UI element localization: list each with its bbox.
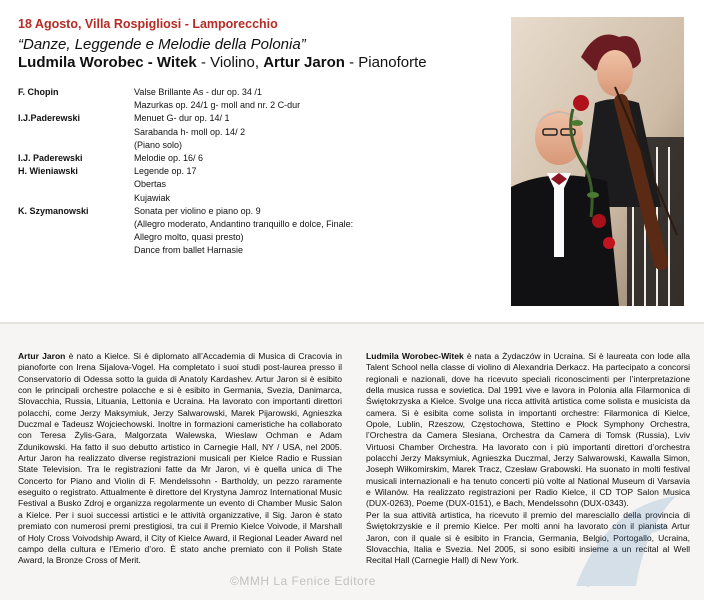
performer1-role: - Violino, bbox=[196, 54, 264, 71]
composer: F. Chopin bbox=[18, 87, 59, 97]
performers-line bbox=[18, 54, 427, 71]
program-row bbox=[18, 152, 478, 165]
composer: K. Szymanowski bbox=[18, 205, 89, 216]
composer: I.J. Paderewski bbox=[18, 153, 83, 164]
work: Valse Brillante As - dur op. 34 /1 bbox=[134, 87, 262, 97]
composer bbox=[18, 178, 134, 191]
program-row bbox=[18, 231, 478, 244]
program-row bbox=[18, 165, 478, 178]
date-place: 18 Agosto, Villa Rospigliosi - Lamporecchio bbox=[18, 17, 278, 31]
work: Menuet G- dur op. 14/ 1 bbox=[134, 113, 230, 124]
composer: I.J.Paderewski bbox=[18, 113, 81, 124]
program-row bbox=[18, 192, 478, 205]
bio-jaron-name: Artur Jaron bbox=[18, 351, 66, 361]
concert-subtitle: “Danze, Leggende e Melodie della Polonia” bbox=[18, 36, 306, 53]
work: Sonata per violino e piano op. 9 bbox=[134, 205, 261, 216]
composer: H. Wieniawski bbox=[18, 166, 78, 177]
composer bbox=[18, 139, 134, 152]
work: Melodie op. 16/ 6 bbox=[134, 153, 204, 164]
bio-worobec-text: è nata a Żydaczów in Ucraina. Si è laureata con lode alla Talent School nella classe di violino di Alexandria Derkacz. Ha partecipato a concorsi regionali e nazionali, dove ha ricevuto speciali riconoscimenti per l’interpretazione della musica russa e sovietica. Dal 1991 vive e lavora in Polonia alla Filarmonica di Świętokrzyska a Kielce. Svolge una ricca attività artistica come solista e musicista da camera. Si è esibita come solista in importanti orchestre: Filarmonica di Kielce, Opole, Lublin, Rzeszow, Częstochowa, Stettino e Płock Symphony Orchestra, l’Orchestra da Camera Slesiana, Orchestra da Camera di Tomsk (Russia), Lviv Virtuosi Chamber Orchestra. Ha lavorato con i più importanti direttori d’orchestra polacchi Jerzy Maksymiuk, Agnieszka Duczmal, Jerzy Salwarowski, Kawalla Simon, Joseph Wiłkomirskim, Marek Tracz, Czesław Grabowski. Ha suonato in molti festival musicali internazionali e ha tenuto concerti più volte al National Museum di Varsavia e Wilanów. Ha realizzato registrazioni per Radio Kielce, il CD TOP Salon Musica (DUX-0263), Poeme (DUX-0151), e Bach, Mendelssohn (DUX-0343). bbox=[366, 351, 690, 509]
duo-portrait-photo bbox=[511, 17, 684, 306]
program-row bbox=[18, 139, 478, 152]
bio-worobec-name: Ludmila Worobec-Witek bbox=[366, 351, 464, 361]
program-row bbox=[18, 244, 478, 257]
program-row bbox=[18, 99, 478, 112]
work: Dance from ballet Harnasie bbox=[134, 245, 244, 256]
work: Legende op. 17 bbox=[134, 166, 197, 177]
composer bbox=[18, 218, 134, 231]
program-row bbox=[18, 218, 478, 231]
work: Sarabanda h- moll op. 14/ 2 bbox=[134, 126, 246, 137]
performer1-name: Ludmila Worobec - Witek bbox=[18, 54, 197, 71]
program-row bbox=[18, 178, 478, 191]
performer2-role: - Pianoforte bbox=[344, 54, 427, 71]
work: Allegro molto, quasi presto) bbox=[134, 232, 244, 243]
composer bbox=[18, 231, 134, 244]
bio-worobec-paragraph-2: Per la sua attività artistica, ha ricevuto il premio del maresciallo della provincia di Świętokrzyskie e il premio Kielce. Per molti anni ha lavorato con il pianista Artur Jaron, con il quale si è esibito in Francia, Germania, Belgio, Portogallo, Ucraina, Slovacchia, Italia e Svezia. Nel 2005, si sono esibiti insieme a un recital al Well Recital Hall (Carnegie Hall) di New York. bbox=[366, 509, 690, 566]
program-row bbox=[18, 126, 478, 139]
work: Kujawiak bbox=[134, 192, 171, 203]
composer bbox=[18, 244, 134, 257]
bio-jaron-text: è nato a Kielce. Si è diplomato all’Accademia di Musica di Cracovia in pianoforte con Irena Sijalova-Vogel. Ha completato i suoi studi post-laurea presso il Conservatorio di Odessa sotto la guida di Anatoly Kardashev. Artur Jaron si è esibito con le principali orchestre polacche e si è esibito in Germania, Svezia, Danimarca, Slovacchia, Russia, Lituania, Lettonia e Ucraina. Ha lavorato con importanti direttori polacchi, come Jerzy Maksymiuk, Jerzy Salwarowski, Marek Pijarowski, Agnieszka Duczmal e Tadeusz Wojciechowski. Inoltre in formazioni cameristiche ha collaborato con Teresa Żylis-Gara, Malgorzata Walewska, Wieslaw Ochman e Adam Zdunikowski. Ha fatto il suo debutto artistico in Carnegie Hall, NY / USA, nel 2005. Artur Jaron ha realizzato diverse registrazioni musicali per Kielce Radio e Russian State Television. Tra le registrazioni fatte da Mr Jaron, vi è quella unica di The Concerto for Piano and Violin di F. Mendelssohn - Bartholdy, un pezzo raramente eseguito o registrato. Attualmente è direttore del Krystyna Jamroz International Music Festival a Busko Zdroj e organizza regolarmente un evento di Chamber Music Salon a Kielce. Per i suoi successi artistici e le attività organizzative, il Sig. Jaron è stato premiato con numerosi premi prestigiosi, tra cui il Premio Kielce Voivode, il Marshall of Holy Cross Voivodship Award, il City of Kielce Award, il Regional Leader Award nel campo della cultura e l’Emerio d’oro. È stato anche premiato con il Polish State Award, la Bronze Cross of Merit. bbox=[18, 351, 342, 566]
performer2-name: Artur Jaron bbox=[263, 54, 345, 71]
composer bbox=[18, 99, 134, 112]
publisher-watermark: ©MMH La Fenice Editore bbox=[230, 574, 376, 588]
program-list bbox=[18, 86, 478, 258]
bio-jaron-paragraph bbox=[18, 351, 342, 567]
work: (Allegro moderato, Andantino tranquillo e dolce, Finale: bbox=[134, 219, 354, 230]
faded-logo-watermark bbox=[566, 486, 686, 596]
composer bbox=[18, 126, 134, 139]
work: Obertas bbox=[134, 179, 167, 190]
work: (Piano solo) bbox=[134, 139, 183, 150]
bio-jaron bbox=[18, 351, 342, 567]
program-row bbox=[18, 86, 478, 99]
program-row bbox=[18, 205, 478, 218]
composer bbox=[18, 192, 134, 205]
program-row bbox=[18, 112, 478, 125]
work: Mazurkas op. 24/1 g- moll and nr. 2 C-dur bbox=[134, 100, 301, 111]
